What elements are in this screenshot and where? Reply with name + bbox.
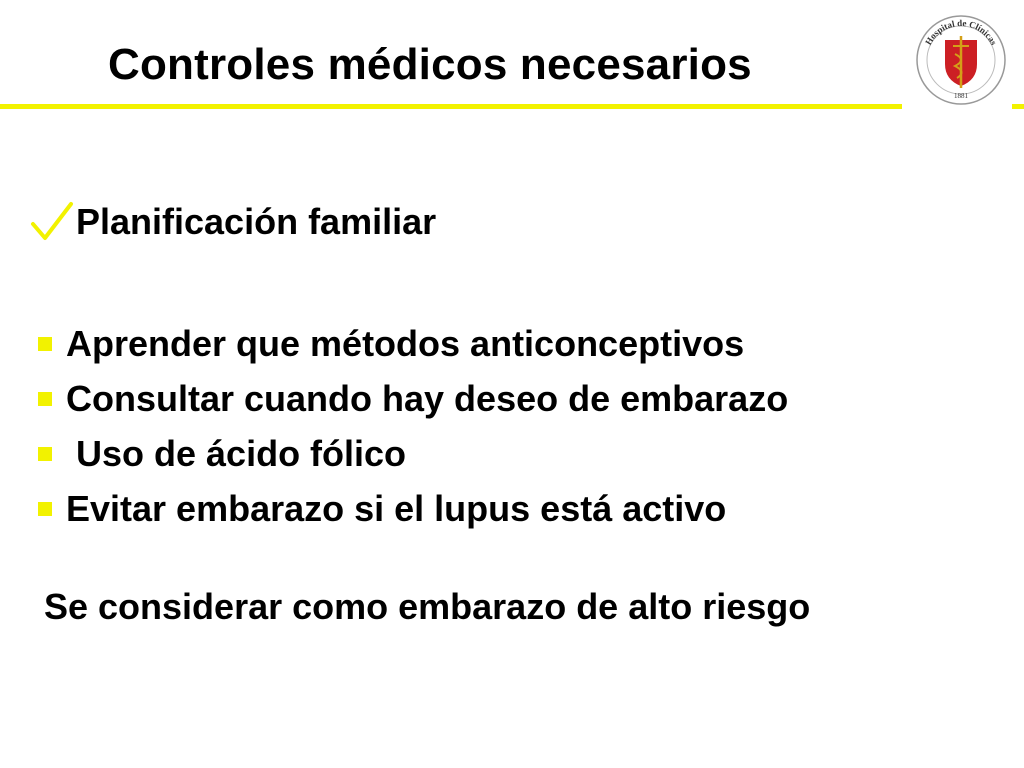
bullet-text: Aprender que métodos anticonceptivos — [66, 322, 745, 364]
title-underline — [0, 104, 902, 109]
bullet-text: Consultar cuando hay deseo de embarazo — [66, 377, 789, 419]
logo-year: 1881 — [954, 92, 968, 100]
bullet-list — [38, 316, 788, 536]
list-item — [38, 371, 788, 426]
hospital-logo — [915, 14, 1007, 106]
slide-title: Controles médicos necesarios — [108, 40, 752, 89]
square-bullet-icon — [38, 447, 52, 461]
title-underline-right — [1012, 104, 1024, 109]
checkmark-icon — [30, 200, 74, 244]
checked-item-label: Planificación familiar — [76, 201, 437, 242]
logo-arc-text: Hospital de Clínicas — [923, 17, 999, 47]
list-item — [38, 426, 788, 481]
checked-item — [30, 200, 436, 244]
square-bullet-icon — [38, 337, 52, 351]
square-bullet-icon — [38, 392, 52, 406]
bullet-text: Evitar embarazo si el lupus está activo — [66, 487, 727, 529]
square-bullet-icon — [38, 502, 52, 516]
list-item — [38, 481, 788, 536]
bullet-text: Uso de ácido fólico — [66, 432, 407, 474]
conclusion-text: Se considerar como embarazo de alto riesgo — [44, 586, 811, 627]
list-item — [38, 316, 788, 371]
